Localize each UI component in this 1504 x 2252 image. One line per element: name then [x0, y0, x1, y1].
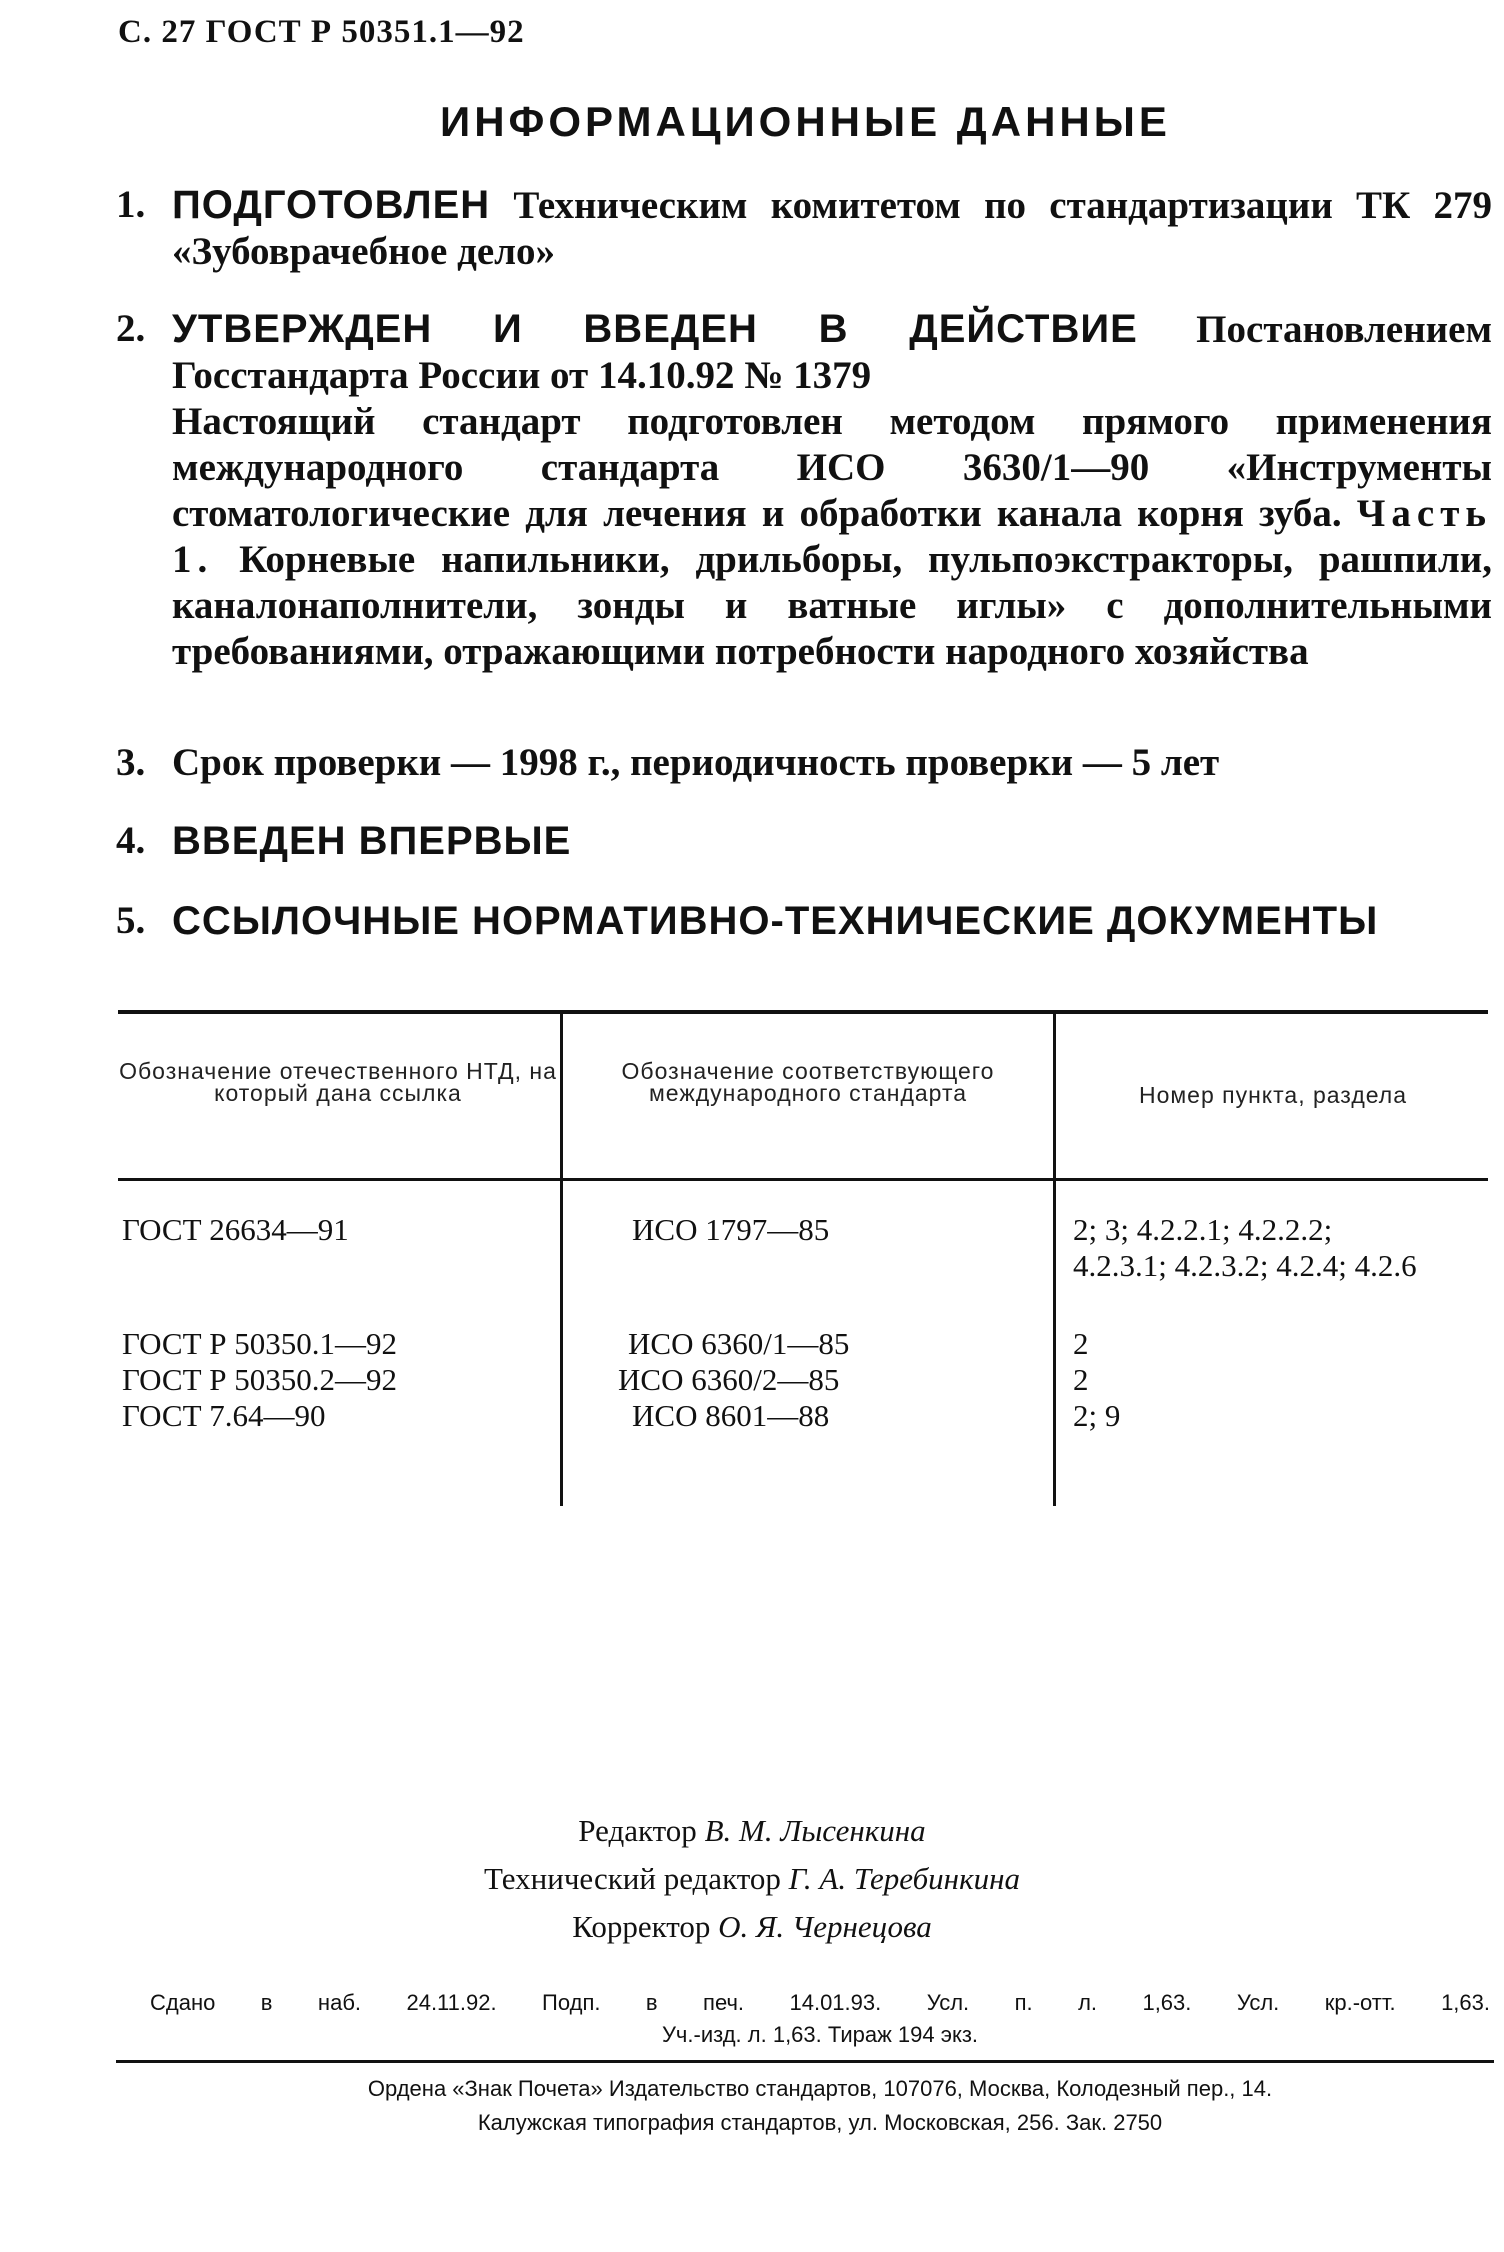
table-row	[118, 1212, 1488, 1283]
table-rule-header	[118, 1178, 1488, 1181]
table-cell-section: 2	[1073, 1362, 1089, 1397]
table-cell-gost: ГОСТ Р 50350.1—92	[122, 1326, 398, 1361]
credits-proofreader	[0, 1903, 1504, 1951]
credit-person: Г. А. Теребинкина	[788, 1861, 1020, 1896]
table-cell-gost: ГОСТ 7.64—90	[122, 1398, 326, 1433]
imprint-line-2: Уч.-изд. л. 1,63. Тираж 194 экз.	[661, 2022, 979, 2047]
table-cell-iso: ИСО 8601—88	[632, 1398, 830, 1433]
publisher-line-1: Ордена «Знак Почета» Издательство стандартов, 107076, Москва, Колодезный пер., 14.	[367, 2076, 1273, 2101]
item-lead: ПОДГОТОВЛЕН	[172, 183, 491, 227]
table-header-cell: Обозначение отечественного НТД, на который дана ссылка	[119, 1058, 557, 1106]
item-number: 5.	[116, 899, 146, 942]
table-cell-section: 2; 9	[1073, 1398, 1121, 1433]
credit-role: Корректор	[572, 1909, 711, 1944]
table-cell-iso: ИСО 1797—85	[632, 1212, 830, 1247]
item-number: 1.	[116, 183, 146, 226]
table-rule-top	[118, 1010, 1488, 1014]
info-item-1	[116, 182, 1492, 275]
table-row	[118, 1362, 1488, 1398]
imprint-divider	[116, 2060, 1494, 2063]
table-row	[118, 1326, 1488, 1362]
info-item-4	[116, 818, 1492, 865]
item-lead: ВВЕДЕН ВПЕРВЫЕ	[172, 819, 572, 863]
credit-person: О. Я. Чернецова	[718, 1909, 932, 1944]
item-number: 4.	[116, 819, 146, 862]
info-item-3	[116, 740, 1492, 786]
table-header-cell: Обозначение соответствующего международного стандарта	[621, 1058, 995, 1106]
publisher-line-2: Калужская типография стандартов, ул. Московская, 256. Зак. 2750	[477, 2110, 1163, 2135]
table-row	[118, 1398, 1488, 1434]
item-number: 2.	[116, 307, 146, 350]
table-cell-section: 2; 3; 4.2.2.1; 4.2.2.2; 4.2.3.1; 4.2.3.2; 4.2.4; 4.2.6	[1073, 1212, 1417, 1283]
credit-role: Технический редактор	[484, 1861, 781, 1896]
item-text: Срок проверки — 1998 г., периодичность проверки — 5 лет	[172, 741, 1220, 784]
table-header-cell: Номер пункта, раздела	[1138, 1082, 1408, 1108]
item-note-part-label: Часть 1.	[172, 492, 1492, 581]
item-text: Постановлением Госстандарта России от 14.10.92 № 1379	[172, 308, 1493, 397]
credits-tech-editor	[0, 1855, 1504, 1903]
table-cell-gost: ГОСТ 26634—91	[122, 1212, 349, 1247]
item-note: Настоящий стандарт подготовлен методом прямого применения международного стандарта ИСО 3630/1—90 «Инструменты стоматологические для лечения и обработки канала корня зуба.	[172, 400, 1492, 535]
item-lead: УТВЕРЖДЕН И ВВЕДЕН В ДЕЙСТВИЕ	[172, 307, 1138, 351]
table-cell-gost: ГОСТ Р 50350.2—92	[122, 1362, 398, 1397]
references-table	[118, 1010, 1488, 1510]
credits-editor	[0, 1807, 1504, 1855]
item-number: 3.	[116, 741, 146, 784]
table-cell-iso: ИСО 6360/1—85	[628, 1326, 850, 1361]
page-title: ИНФОРМАЦИОННЫЕ ДАННЫЕ	[440, 98, 1171, 145]
info-item-2	[116, 306, 1492, 675]
item-text: Техническим комитетом по стандартизации ТК 279 «Зубоврачебное дело»	[172, 184, 1493, 273]
table-cell-section: 2	[1073, 1326, 1089, 1361]
imprint-line-1: Сдано в наб. 24.11.92. Подп. в печ. 14.01.93. Усл. п. л. 1,63. Усл. кр.-отт. 1,63.	[150, 1990, 1490, 2015]
item-lead: ССЫЛОЧНЫЕ НОРМАТИВНО-ТЕХНИЧЕСКИЕ ДОКУМЕНТЫ	[172, 899, 1379, 943]
credit-person: В. М. Лысенкина	[704, 1813, 926, 1848]
table-cell-iso: ИСО 6360/2—85	[618, 1362, 840, 1397]
credit-role: Редактор	[578, 1813, 697, 1848]
running-header: С. 27 ГОСТ Р 50351.1—92	[118, 14, 525, 50]
item-note-end: Корневые напильники, дрильборы, пульпоэкстракторы, рашпили, каналонаполнители, зонды и ватные иглы» с дополнительными требованиями, отражающими потребности народного хозяйства	[172, 538, 1492, 673]
info-item-5	[116, 898, 1492, 945]
